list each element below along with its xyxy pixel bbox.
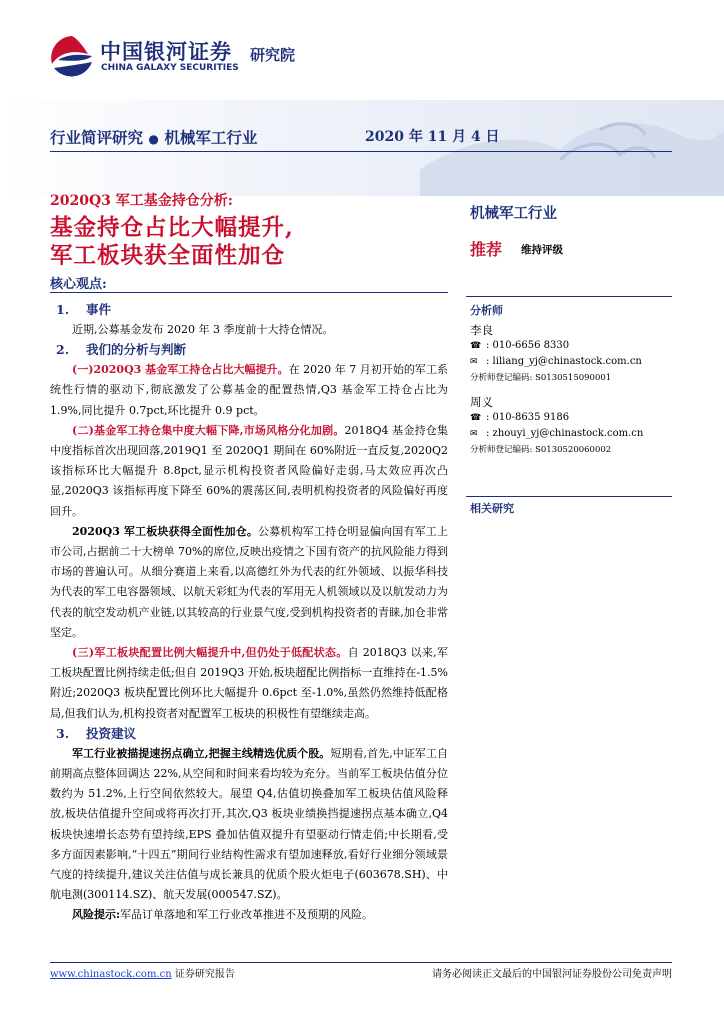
report-category: 行业简评研究 ● 机械军工行业: [50, 128, 258, 147]
logo-research-institute: 研究院: [250, 46, 296, 64]
analyst-email[interactable]: : liliang_yj@chinastock.com.cn: [486, 356, 642, 367]
paragraph-analysis-4: (三)军工板块配置比例大幅提升中,但仍处于低配状态。自 2018Q3 以来,军工板块配置比例持续走低;但自 2019Q3 开始,板块超配比例指标一直维持在-1.5%附近;2020Q3 板块配置比例环比大幅提升 0.6pct 至-1.0%,虽然仍然维持低配格局,但我们认为,机构投资者对配置军工板块的积极性有望继续走高。: [50, 646, 448, 720]
analyst-name: 周义: [470, 395, 493, 409]
analyst-divider: [466, 296, 672, 297]
analyst-phone: : 010-6656 8330: [486, 340, 570, 351]
analyst-label: 分析师: [470, 304, 503, 317]
phone-icon: ☎: [470, 413, 482, 423]
paragraph-investment: 军工行业被描提速拐点确立,把握主线精选优质个股。短期看,首先,中证军工自前期高点整体回调达 22%,从空间和时间来看均较为充分。当前军工板块估值分位数约为 51.2%,上行空间依然较大。展望 Q4,估值切换叠加军工板块估值风险释放,板块估值提升空间或将再次打开,其次,Q3 板块业绩换挡提速拐点基本确立,Q4 板块快速增长态势有望持续,EPS 叠加估值双提升有望驱动行情走俏;中长期看,受多方面因素影响,“十四五”期间行业结构性需求有望加速释放,看好行业细分领域景气度的持续提升,建议关注估值与成长兼具的优质个股火炬电子(603678.SH)、中航电测(300114.SZ)、航天发展(000547.SZ)。: [50, 746, 449, 902]
footer-left: www.chinastock.com.cn 证券研究报告: [50, 969, 235, 980]
analyst-card-2: [470, 394, 643, 458]
phone-icon: ☎: [470, 341, 482, 351]
mail-icon: ✉: [470, 357, 478, 367]
header-divider: [50, 151, 672, 152]
rating-label: 推荐: [470, 240, 503, 259]
footer-disclaimer: 请务必阅读正文最后的中国银河证券股份公司免责声明: [432, 969, 672, 980]
paragraph-event: 近期,公募基金发布 2020 年 3 季度前十大持仓情况。: [72, 323, 334, 336]
header-cloud-band: [0, 100, 724, 196]
paragraph-analysis-2: (二)基金军工持仓集中度大幅下降,市场风格分化加剧。2018Q4 基金持仓集中度指标首次出现回落,2019Q1 至 2020Q1 期间在 60%附近一直反复,2020Q2 该指标环比大幅提升 8.8pct,显示机构投资者风险偏好走弱,马太效应再次凸显,2020Q3 该指标再度下降至 60%的震荡区间,表明机构投资者的风险偏好再度回升。: [50, 423, 448, 518]
paragraph-risk: 风险提示:军品订单落地和军工行业改革推进不及预期的风险。: [72, 908, 374, 922]
related-research-label: 相关研究: [470, 502, 514, 515]
analyst-email[interactable]: : zhouyi_yj@chinastock.com.cn: [486, 428, 644, 439]
sidebar-industry: 机械军工行业: [470, 205, 557, 222]
website-link[interactable]: www.chinastock.com.cn: [50, 969, 172, 980]
paragraph-analysis-3: 2020Q3 军工板块获得全面性加仓。公募机构军工持仓明显偏向国有军工上市公司,占据前二十大榜单 70%的席位,反映出疫情之下国有资产的抗风险能力得到市场的普遍认可。从细分赛道上来看,以高德红外为代表的红外领域、以振华科技为代表的军工电容器领域、以航天彩虹为代表的军用无人机领域以及以航发动力为代表的航空发动机产业链,以其较高的行业景气度,受到机构投资者的青睐,加仓非常坚定。: [50, 524, 448, 639]
core-view-label: 核心观点:: [50, 277, 107, 292]
rating-note: 维持评级: [521, 244, 563, 256]
report-date: 2020 年 11 月 4 日: [365, 129, 500, 145]
logo-english-name: CHINA GALAXY SECURITIES: [101, 63, 239, 73]
analyst-phone: : 010-8635 9186: [486, 412, 570, 423]
section-heading-analysis: 2. 我们的分析与判断: [56, 342, 187, 358]
logo-chinese-name: 中国银河证券: [100, 40, 232, 64]
main-content: [50, 300, 448, 926]
report-title-line2: 军工板块获全面性加仓: [50, 243, 286, 269]
analyst-card-1: [470, 322, 642, 386]
china-galaxy-logo-icon: [48, 34, 96, 82]
analyst-name: 李良: [470, 323, 493, 337]
core-view-divider: [50, 292, 448, 293]
analyst-registration: 分析师登记编码: S0130520060002: [470, 445, 612, 455]
analyst-registration: 分析师登记编码: S0130515090001: [470, 373, 612, 383]
paragraph-analysis-1: (一)2020Q3 基金军工持仓占比大幅提升。在 2020 年 7 月初开始的军工系统性行情的驱动下,彻底激发了公募基金的配置热情,Q3 基金军工持仓占比为 1.9%,同比提升 0.7pct,环比提升 0.9 pct。: [50, 363, 449, 417]
related-research-divider: [466, 496, 672, 497]
mail-icon: ✉: [470, 429, 478, 439]
report-subtitle: 2020Q3 军工基金持仓分析:: [50, 193, 233, 209]
section-heading-investment: 3. 投资建议: [56, 725, 137, 741]
section-heading-event: 1. 事件: [56, 302, 112, 317]
footer-divider: [50, 962, 672, 963]
report-title-line1: 基金持仓占比大幅提升,: [50, 215, 294, 241]
